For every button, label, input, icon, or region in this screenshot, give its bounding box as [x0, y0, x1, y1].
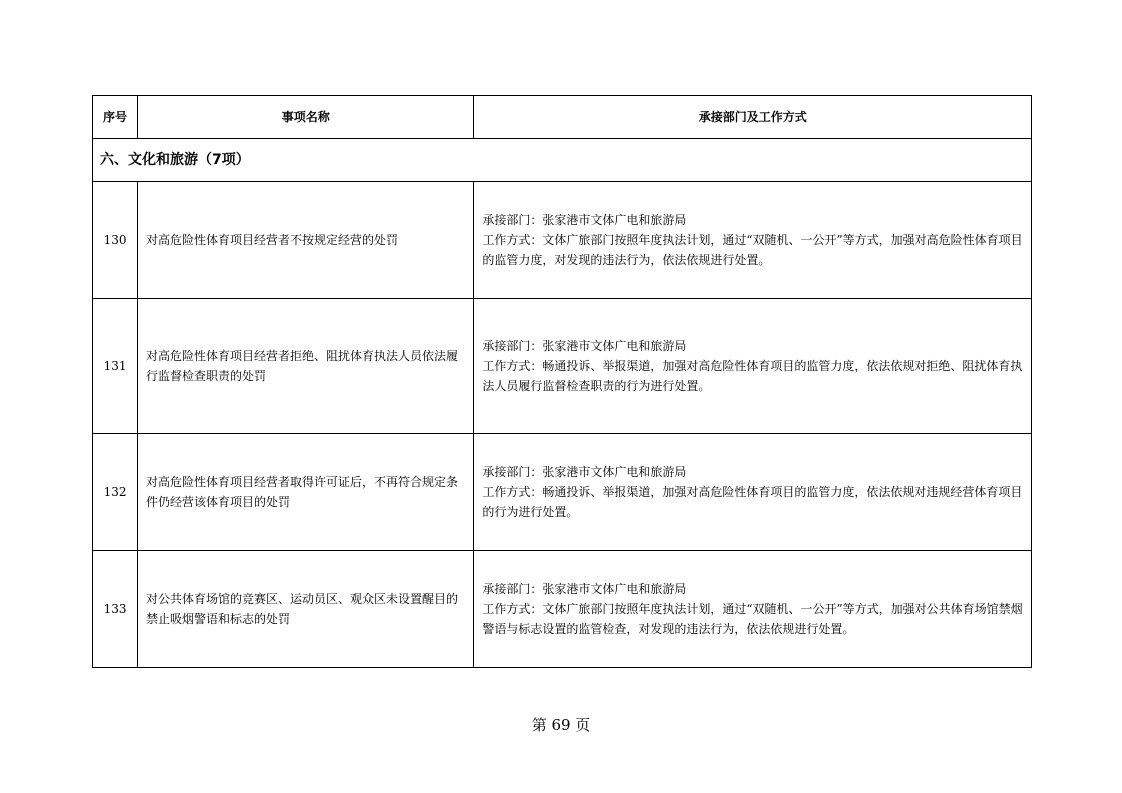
row-dept-cell — [474, 299, 1032, 434]
row-method: 工作方式：畅通投诉、举报渠道，加强对高危险性体育项目的监管力度，依法依规对拒绝、阻扰体育执法人员履行监督检查职责的行为进行处置。 — [482, 359, 1023, 393]
row-seq: 130 — [93, 182, 138, 299]
row-seq: 132 — [93, 434, 138, 551]
section-title: 六、文化和旅游（7项） — [93, 139, 1032, 182]
row-dept-cell — [474, 182, 1032, 299]
header-seq: 序号 — [93, 96, 138, 139]
section-row — [93, 139, 1032, 182]
row-name: 对高危险性体育项目经营者取得许可证后，不再符合规定条件仍经营该体育项目的处罚 — [138, 434, 474, 551]
table-row — [93, 182, 1032, 299]
row-name: 对高危险性体育项目经营者不按规定经营的处罚 — [138, 182, 474, 299]
row-dept-cell — [474, 434, 1032, 551]
row-name: 对高危险性体育项目经营者拒绝、阻扰体育执法人员依法履行监督检查职责的处罚 — [138, 299, 474, 434]
items-table — [92, 95, 1032, 668]
row-name: 对公共体育场馆的竞赛区、运动员区、观众区未设置醒目的禁止吸烟警语和标志的处罚 — [138, 551, 474, 668]
table-header-row — [93, 96, 1032, 139]
row-dept: 承接部门：张家港市文体广电和旅游局 — [482, 339, 687, 353]
table-row — [93, 299, 1032, 434]
table-row — [93, 434, 1032, 551]
header-dept: 承接部门及工作方式 — [474, 96, 1032, 139]
row-method: 工作方式：畅通投诉、举报渠道，加强对高危险性体育项目的监管力度，依法依规对违规经营体育项目的行为进行处置。 — [482, 485, 1023, 519]
row-method: 工作方式：文体广旅部门按照年度执法计划，通过“双随机、一公开”等方式，加强对高危险性体育项目的监管力度，对发现的违法行为，依法依规进行处置。 — [482, 233, 1023, 267]
row-dept-cell — [474, 551, 1032, 668]
row-dept: 承接部门：张家港市文体广电和旅游局 — [482, 465, 687, 479]
page-number: 第 69 页 — [531, 716, 591, 734]
row-dept: 承接部门：张家港市文体广电和旅游局 — [482, 213, 687, 227]
header-name: 事项名称 — [138, 96, 474, 139]
row-dept: 承接部门：张家港市文体广电和旅游局 — [482, 582, 687, 596]
row-seq: 133 — [93, 551, 138, 668]
table-row — [93, 551, 1032, 668]
row-method: 工作方式：文体广旅部门按照年度执法计划，通过“双随机、一公开”等方式，加强对公共体育场馆禁烟警语与标志设置的监管检查，对发现的违法行为，依法依规进行处置。 — [482, 602, 1023, 636]
row-seq: 131 — [93, 299, 138, 434]
